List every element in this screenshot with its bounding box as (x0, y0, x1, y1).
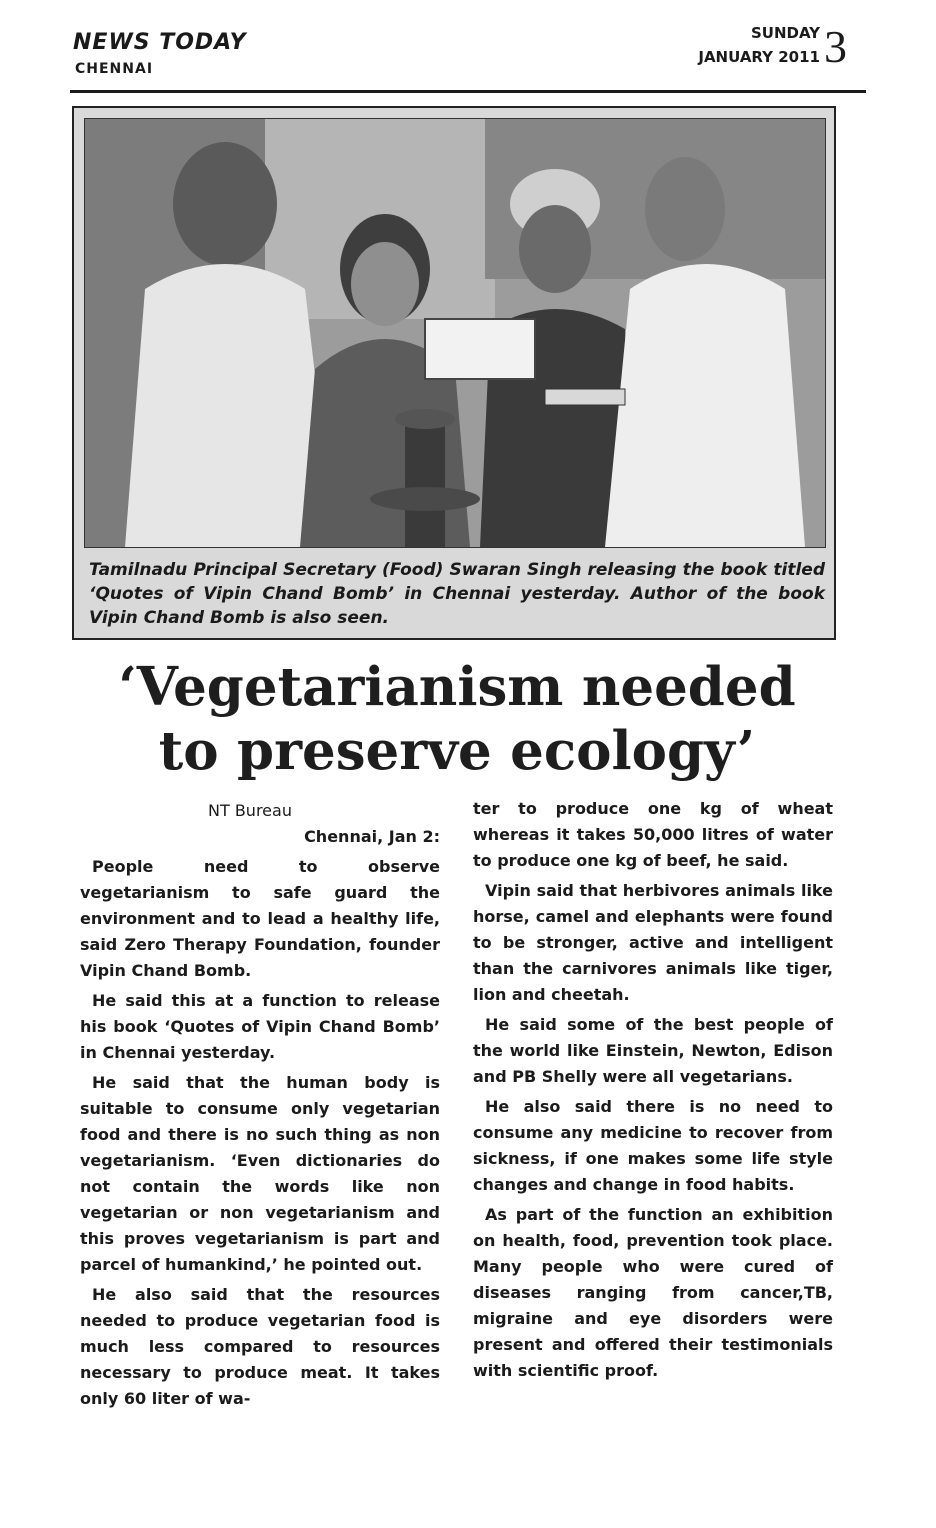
paragraph: He said some of the best people of the world like Einstein, Newton, Edison and PB Shelly were all vegetarians. (473, 1015, 833, 1086)
headline (72, 655, 842, 783)
masthead-day: SUNDAY (750, 24, 820, 42)
paragraph: Vipin said that herbivores animals like horse, camel and elephants were found to be stronger, active and intelligent than the carnivores animals like tiger, lion and cheetah. (473, 881, 833, 1004)
paragraph: As part of the function an exhibition on health, food, prevention took place. Many people who were cured of diseases ranging from cancer,TB, migraine and eye disorders were present and offered their testimonials with scientific proof. (473, 1205, 833, 1380)
page-number: 3 (824, 21, 847, 72)
masthead-logo: NEWS TODAY (73, 30, 247, 55)
article-column-right (473, 796, 833, 1384)
masthead-city: CHENNAI (75, 61, 154, 77)
masthead-rule (70, 90, 866, 93)
dateline: Chennai, Jan 2: (304, 827, 440, 846)
photo-caption: Tamilnadu Principal Secretary (Food) Swaran Singh releasing the book titled ‘Quotes of Vipin Chand Bomb’ in Chennai yesterday. Author of the book Vipin Chand Bomb is also seen. (89, 560, 825, 628)
photo-box (72, 106, 836, 640)
paragraph: He said that the human body is suitable to consume only vegetarian food and there is no such thing as non vegetarianism. ‘Even dictionaries do not contain the words like non vegetarian or non vegetarianism and this proves vegetarianism is part and parcel of humankind,’ he pointed out. (80, 1073, 440, 1274)
headline-line-2: to preserve ecology’ (158, 720, 756, 782)
paragraph: He also said there is no need to consume any medicine to recover from sickness, if one makes some life style changes and change in food habits. (473, 1097, 833, 1194)
paragraph: He said this at a function to release his book ‘Quotes of Vipin Chand Bomb’ in Chennai yesterday. (80, 991, 440, 1062)
news-photo (84, 118, 826, 548)
paragraph: People need to observe vegetarianism to safe guard the environment and to lead a healthy life, said Zero Therapy Foundation, founder Vipin Chand Bomb. (80, 857, 440, 980)
byline: NT Bureau (208, 801, 292, 820)
article-column-left (80, 798, 440, 1412)
headline-line-1: ‘Vegetarianism needed (118, 656, 796, 718)
paragraph-continuation: ter to produce one kg of wheat whereas it takes 50,000 litres of water to produce one kg of beef, he said. (473, 799, 833, 870)
masthead-date: JANUARY 2011 (698, 48, 820, 66)
paragraph: He also said that the resources needed to produce vegetarian food is much less compared to resources necessary to produce meat. It takes only 60 liter of wa- (80, 1285, 440, 1408)
